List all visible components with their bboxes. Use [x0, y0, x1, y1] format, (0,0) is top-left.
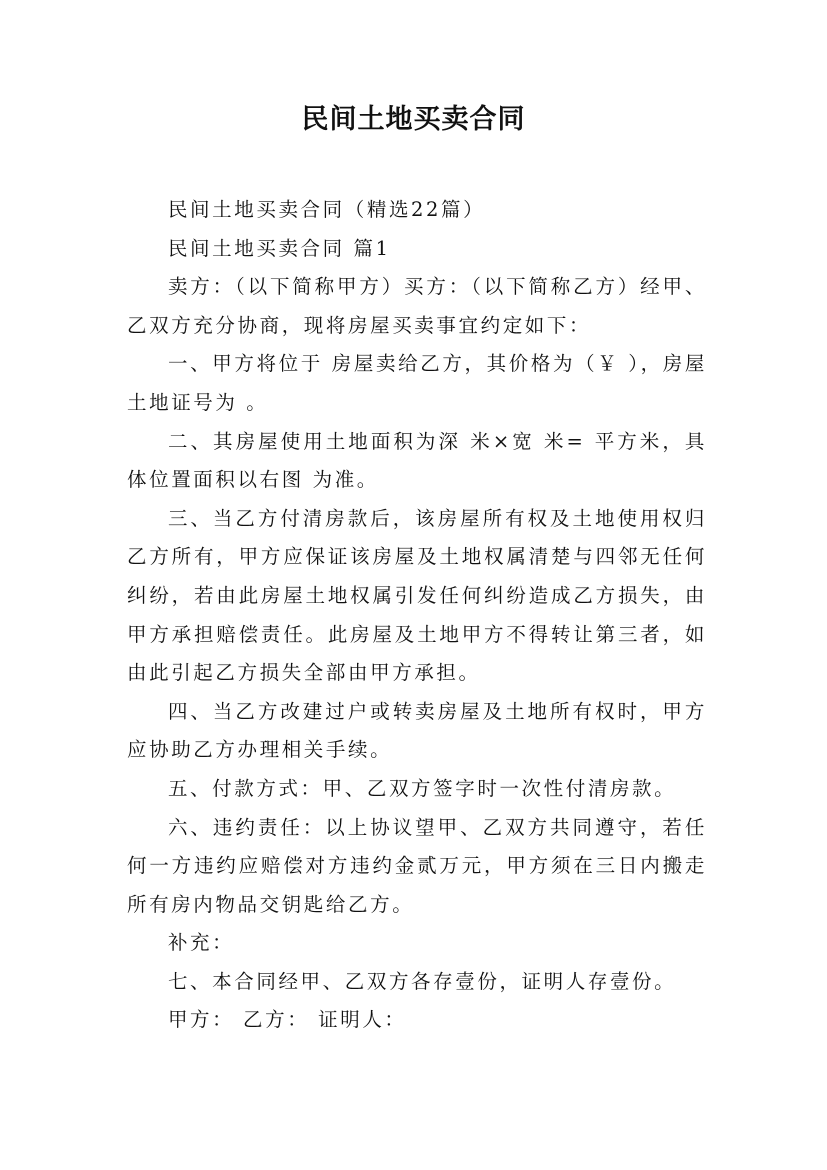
document-body [127, 191, 707, 1040]
document-title: 民间土地买卖合同 [301, 104, 526, 135]
paragraph-supplement: 补充： [167, 931, 235, 955]
paragraph-section-heading: 民间土地买卖合同 篇1 [167, 236, 391, 260]
paragraph-clause-7: 七、本合同经甲、乙双方各存壹份，证明人存壹份。 [167, 969, 677, 993]
paragraph-clause-2: 二、其房屋使用土地面积为深 米×宽 米= 平方米，具体位置面积以右图 为准。 [127, 429, 707, 492]
paragraph-clause-3: 三、当乙方付清房款后，该房屋所有权及土地使用权归乙方所有，甲方应保证该房屋及土地权属清楚与四邻无任何纠纷，若由此房屋土地权属引发任何纠纷造成乙方损失，由甲方承担赔偿责任。此房屋及土地甲方不得转让第三者，如由此引起乙方损失全部由甲方承担。 [127, 506, 707, 685]
paragraph-clause-5: 五、付款方式：甲、乙双方签字时一次性付清房款。 [167, 776, 677, 800]
paragraph-clause-1: 一、甲方将位于 房屋卖给乙方，其价格为（￥ ），房屋土地证号为 。 [127, 352, 707, 414]
paragraph-signatures: 甲方： 乙方： 证明人： [167, 1008, 407, 1032]
paragraph-clause-6: 六、违约责任：以上协议望甲、乙双方共同遵守，若任何一方违约应赔偿对方违约金贰万元，甲方须在三日内搬走所有房内物品交钥匙给乙方。 [127, 815, 707, 916]
paragraph-clause-4: 四、当乙方改建过户或转卖房屋及土地所有权时，甲方应协助乙方办理相关手续。 [127, 699, 707, 762]
paragraph-subtitle: 民间土地买卖合同（精选22篇） [167, 198, 486, 221]
paragraph-parties: 卖方：（以下简称甲方）买方：（以下简称乙方）经甲、乙双方充分协商，现将房屋买卖事宜约定如下： [127, 275, 707, 337]
